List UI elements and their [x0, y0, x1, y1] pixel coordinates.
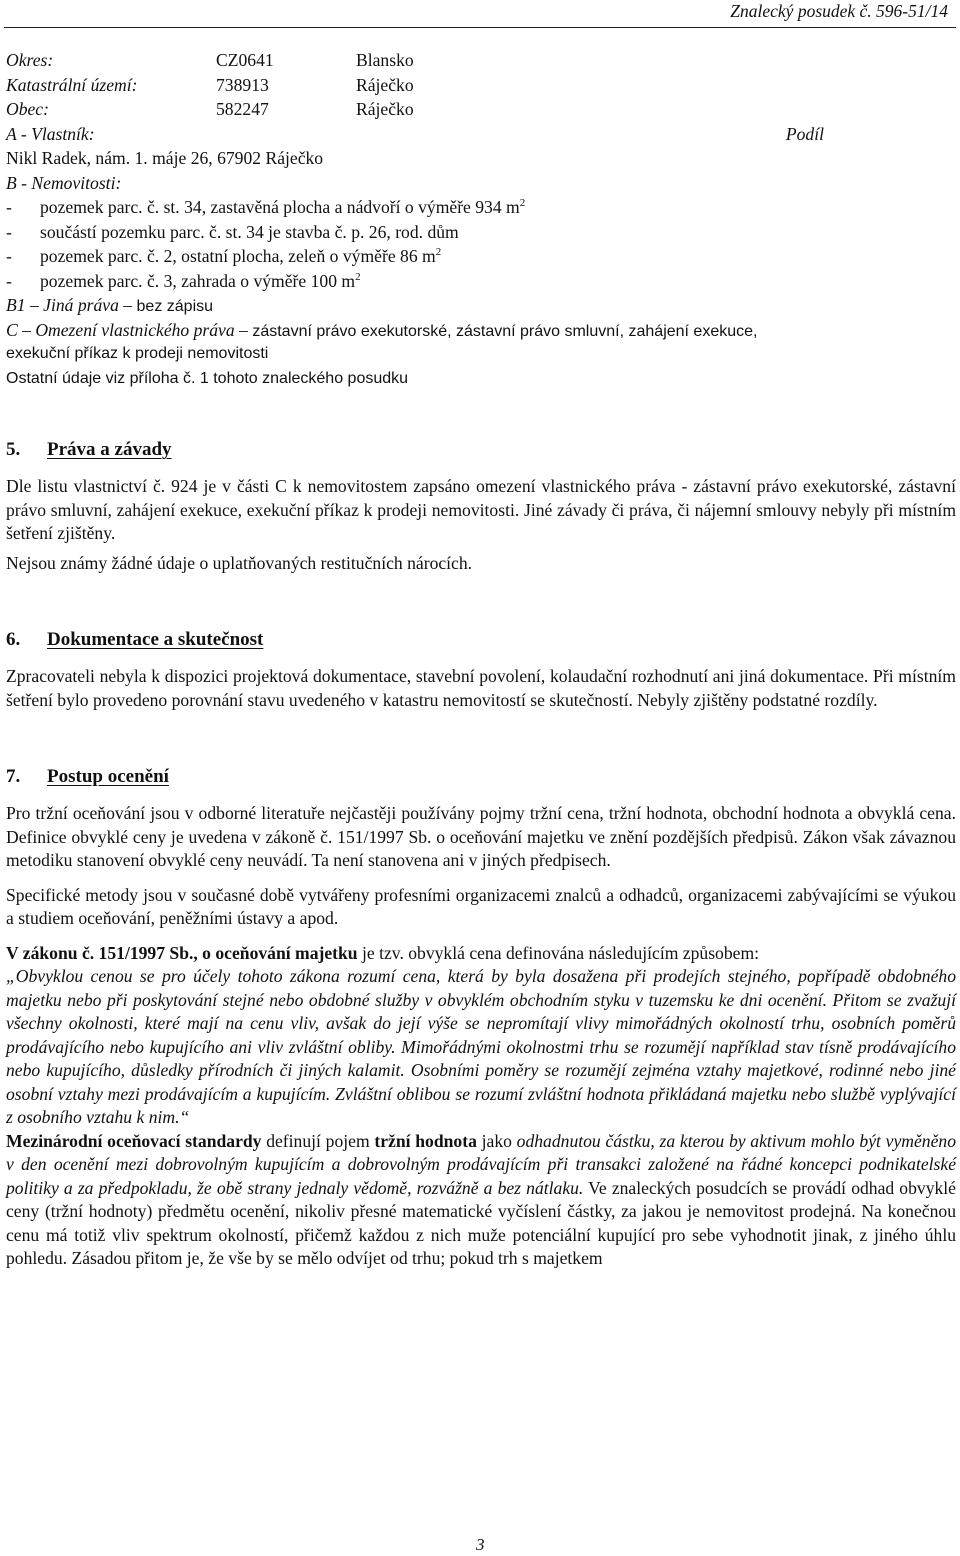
superscript: 2 [519, 197, 526, 209]
owner-label: A - Vlastník: [6, 123, 95, 144]
standards-text: definují pojem [261, 1130, 375, 1151]
market-value-term: tržní hodnota [374, 1130, 477, 1151]
section-heading-7 [6, 764, 956, 790]
info-code: 582247 [216, 99, 269, 119]
market-value-definition: odhadnutou částku, za kterou by aktivum mohlo být vyměněno v den ocenění mezi dobrovolným kupujícím a dobrovolným prodávajícím při transakci založené na řádné koncepci podnikatelské politiky a za předpokladu, že obě strany jednaly vědomě, rozvážně a bez nátlaku. [6, 1130, 956, 1198]
superscript: 2 [355, 270, 361, 283]
section-number: 5. [6, 439, 21, 460]
section-heading-5 [6, 437, 956, 463]
section-number: 7. [6, 766, 21, 787]
property-item [6, 269, 956, 294]
law-reference: V zákonu č. 151/1997 Sb., o oceňování majetku [6, 942, 358, 963]
info-row-okres [6, 48, 956, 73]
list-dash: - [6, 246, 12, 266]
list-dash: - [6, 221, 12, 242]
c-text: zástavní právo exekutorské, zástavní právo smluvní, zahájení exekuce, [247, 322, 758, 340]
section-title: Dokumentace a skutečnost [47, 629, 264, 650]
info-label: Katastrální území: [6, 74, 138, 95]
c-row [6, 318, 956, 343]
property-item-text: pozemek parc. č. 2, ostatní plocha, zeleň o výměře 86 m [40, 246, 436, 266]
property-label: B - Nemovitosti: [6, 172, 122, 193]
list-dash: - [6, 197, 12, 217]
section-title: Postup ocenění [47, 766, 169, 787]
info-name: Ráječko [356, 99, 414, 119]
info-name: Ráječko [356, 74, 414, 95]
property-item-text: součástí pozemku parc. č. st. 34 je stavba č. p. 26, rod. dům [40, 221, 459, 242]
b1-label: B1 – Jiná práva – [6, 295, 133, 315]
property-item-text: pozemek parc. č. st. 34, zastavěná plocha a nádvoří o výměře 934 m [40, 197, 520, 217]
info-label: Obec: [6, 99, 49, 119]
standards-text: jako [476, 1130, 517, 1151]
info-row-katastralni-uzemi [6, 73, 956, 98]
standards-term: Mezinárodní oceňovací standardy [6, 1130, 262, 1151]
section-paragraph: Pro tržní oceňování jsou v odborné literatuře nejčastěji používány pojmy tržní cena, tržní hodnota, obchodní hodnota a obvyklá cena. Definice obvyklé ceny je uvedena v zákoně č. 151/1997 Sb. o oceňování majetku ve znění pozdějších předpisů. Zákon však závaznou metodiku stanovení obvyklé ceny neuvádí. Ta není stanovena ani v jiných předpisech. [6, 803, 956, 870]
c-label: C – Omezení vlastnického práva – [6, 319, 248, 340]
section-paragraph: Specifické metody jsou v současné době vytvářeny profesními organizacemi znalců a odhadců, organizacemi zabývajícími se výukou a studiem oceňování, peněžními ústavy a apod. [6, 884, 956, 928]
section-paragraph: Dle listu vlastnictví č. 924 je v části C k nemovitostem zapsáno omezení vlastnického práva - zástavní právo exekutorské, zástavní právo smluvní, zahájení exekuce, exekuční příkaz k prodeji nemovitosti. Jiné závady či práva, či nájemní smlouvy nebyly při místním šetření zjištěny. [6, 476, 956, 543]
superscript: 2 [435, 246, 442, 258]
b1-text: bez zápisu [132, 298, 214, 315]
page-number: 3 [476, 1535, 485, 1554]
info-code: CZ0641 [216, 50, 274, 70]
section-title: Práva a závady [47, 439, 172, 460]
law-quote: „Obvyklou cenou se pro účely tohoto zákona rozumí cena, která by byla dosažena při prodejích stejného, popřípadě obdobného majetku nebo při poskytování stejné nebo obdobné služby v obvyklém obchodním styku v tuzemsku ke dni ocenění. Přitom se zvažují všechny okolnosti, které mají na cenu vliv, avšak do její výše se nepromítají vlivy mimořádných okolností trhu, osobních poměrů prodávajícího nebo kupujícího ani vliv zvláštní obliby. Mimořádnými okolnostmi trhu se rozumějí například stav tísně prodávajícího nebo kupujícího, důsledky přírodních či jiných kalamit. Osobními poměry se rozumějí zejména vztahy majetkové, rodinné nebo jiné osobní vztahy mezi prodávajícím a kupujícím. Zvláštní oblibou se rozumí zvláštní hodnota přikládaná majetku nebo službě vyplývající z osobního vztahu k nim.“ [6, 966, 956, 1127]
info-code: 738913 [216, 74, 269, 95]
section-paragraph: Zpracovateli nebyla k dispozici projektová dokumentace, stavební povolení, kolaudační rozhodnutí ani jiná dokumentace. Při místním šetření bylo provedeno porovnání stavu uvedeného v katastru nemovitostí se skutečností. Nebyly zjištěny podstatné rozdíly. [6, 666, 956, 710]
owner-name: Nikl Radek, nám. 1. máje 26, 67902 Ráječko [6, 148, 324, 168]
info-name: Blansko [356, 50, 414, 70]
header-divider [4, 27, 956, 28]
document-reference: Znalecký posudek č. 596-51/14 [730, 1, 948, 21]
share-label: Podíl [785, 123, 824, 144]
section-paragraph: Nejsou známy žádné údaje o uplatňovaných restitučních nárocích. [6, 552, 473, 573]
other-info: Ostatní údaje viz příloha č. 1 tohoto znaleckého posudku [6, 369, 409, 387]
law-text: je tzv. obvyklá cena definována následujícím způsobem: [357, 942, 760, 963]
document-body [6, 48, 956, 1271]
c-row-continued: exekuční příkaz k prodeji nemovitosti [6, 345, 269, 362]
property-item-text: pozemek parc. č. 3, zahrada o výměře 100 m [40, 270, 356, 291]
owner-label-row [6, 122, 956, 147]
section-paragraph-standards [6, 1130, 956, 1271]
standards-text: Ve znaleckých posudcích se provádí odhad obvyklé ceny (tržní hodnoty) předmětu ocenění, nikoliv přesné matematické vyčíslení částky, za jakou je nemovitost prodejná. Na konečnou cenu má totiž vliv spektrum okolností, přičemž každou z nich muže potenciální kupující pro sebe vyhodnotit jinak, z jiného úhlu pohledu. Zásadou přitom je, že vše by se mělo odvíjet od trhu; pokud trh s majetkem [6, 1177, 956, 1268]
list-dash: - [6, 270, 12, 291]
property-item [6, 244, 956, 269]
info-row-obec [6, 97, 956, 122]
property-item [6, 220, 956, 245]
section-number: 6. [6, 629, 21, 650]
section-paragraph-law [6, 942, 956, 966]
property-item [6, 195, 956, 220]
section-heading-6 [6, 627, 956, 653]
info-label: Okres: [6, 50, 54, 70]
b1-row [6, 293, 956, 318]
